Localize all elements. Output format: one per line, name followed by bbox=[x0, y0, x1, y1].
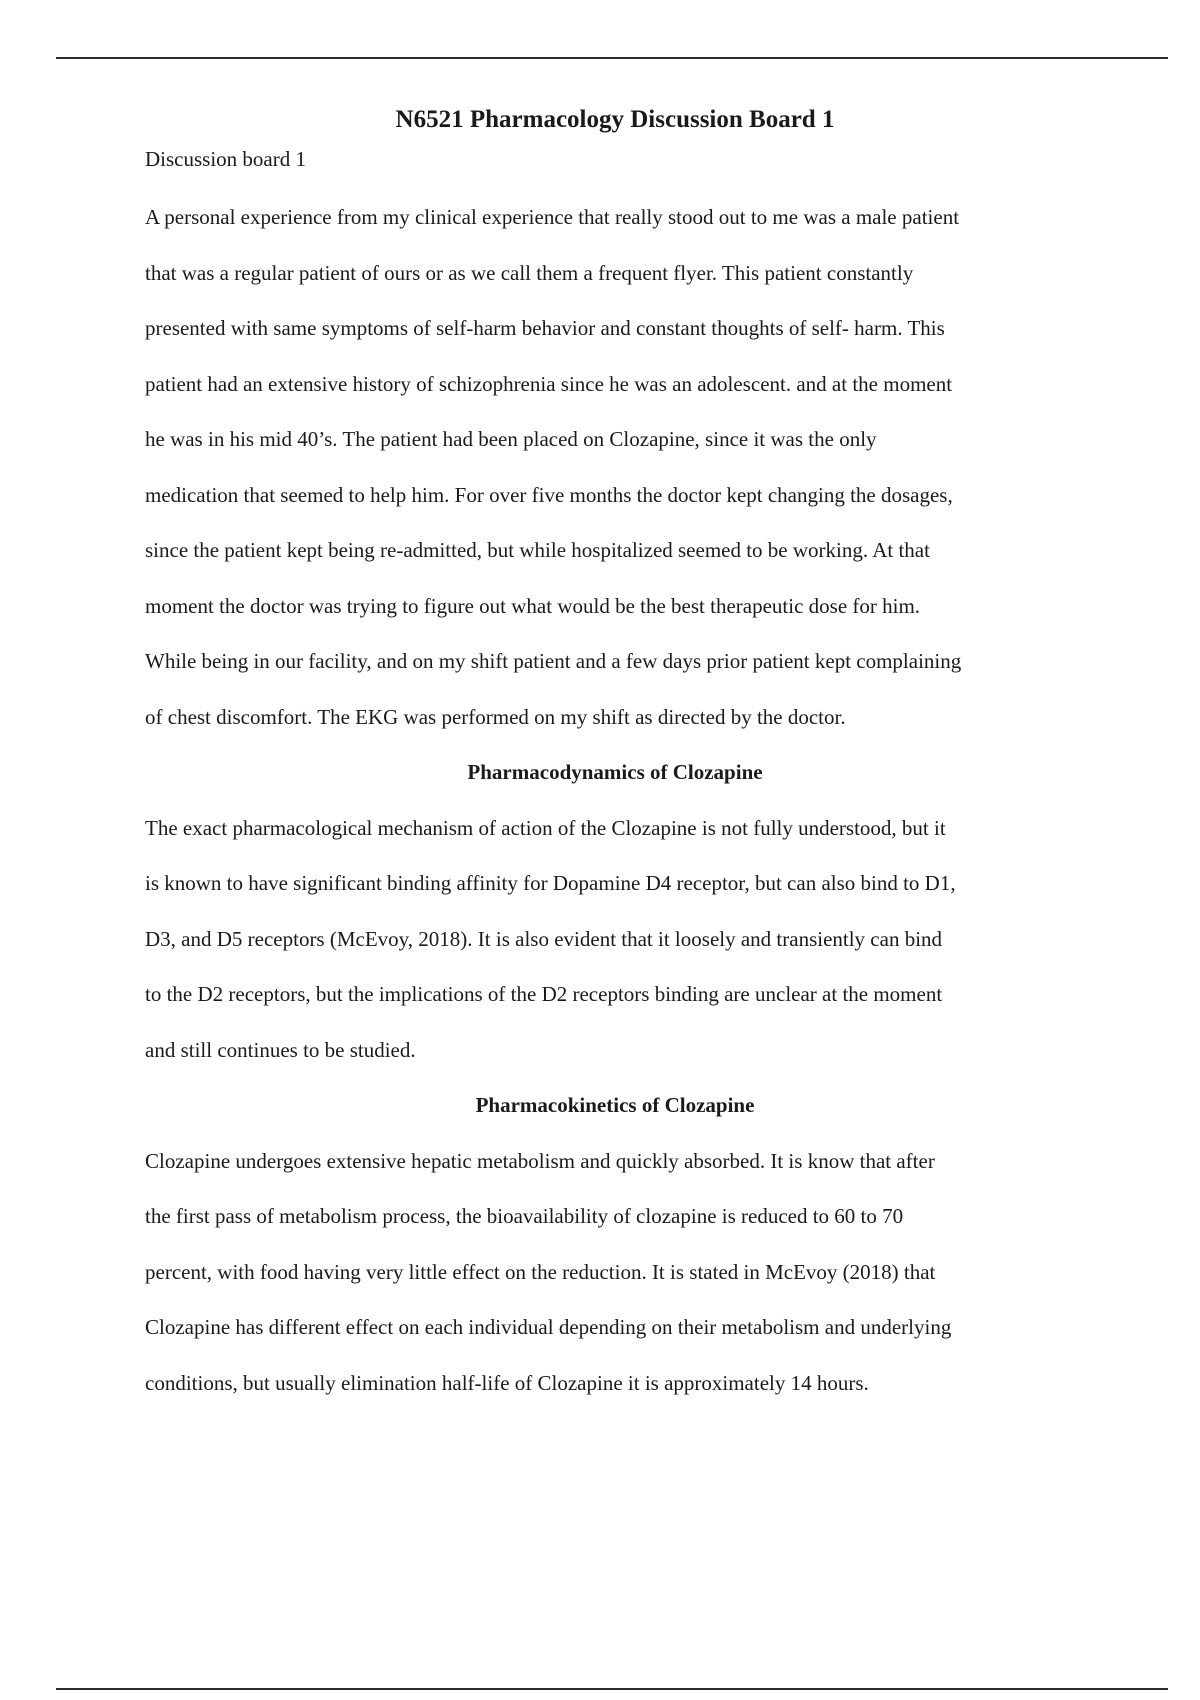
text-line: The exact pharmacological mechanism of action of the Clozapine is not fully understood, but it bbox=[145, 815, 946, 840]
text-line: Clozapine has different effect on each individual depending on their metabolism and underlying bbox=[145, 1315, 952, 1339]
text-line: and still continues to be studied. bbox=[145, 1037, 416, 1062]
pharmacodynamics-paragraph bbox=[145, 801, 1085, 1079]
discussion-label: Discussion board 1 bbox=[145, 147, 306, 171]
top-divider bbox=[56, 57, 1168, 59]
text-line: medication that seemed to help him. For over five months the doctor kept changing the dosages, bbox=[145, 482, 953, 507]
text-line: While being in our facility, and on my shift patient and a few days prior patient kept complaining bbox=[145, 649, 962, 673]
pharmacokinetics-paragraph bbox=[145, 1134, 1085, 1412]
document-page bbox=[145, 98, 1085, 1411]
text-line: to the D2 receptors, but the implications of the D2 receptors binding are unclear at the moment bbox=[145, 982, 943, 1006]
document-title: N6521 Pharmacology Discussion Board 1 bbox=[395, 106, 835, 133]
spacer bbox=[145, 176, 1085, 190]
text-line: the first pass of metabolism process, the bioavailability of clozapine is reduced to 60 to 70 bbox=[145, 1204, 904, 1228]
intro-paragraph bbox=[145, 190, 1085, 745]
pharmacokinetics-heading: Pharmacokinetics of Clozapine bbox=[475, 1093, 755, 1117]
bottom-divider bbox=[56, 1688, 1168, 1690]
text-line: A personal experience from my clinical experience that really stood out to me was a male patient bbox=[145, 205, 960, 229]
text-line: since the patient kept being re-admitted, but while hospitalized seemed to be working. At that bbox=[145, 538, 930, 562]
text-line: of chest discomfort. The EKG was performed on my shift as directed by the doctor. bbox=[145, 704, 846, 729]
text-line: he was in his mid 40’s. The patient had been placed on Clozapine, since it was the only bbox=[145, 427, 877, 451]
text-line: Clozapine undergoes extensive hepatic metabolism and quickly absorbed. It is know that after bbox=[145, 1148, 935, 1173]
text-line: percent, with food having very little effect on the reduction. It is stated in McEvoy (2018) that bbox=[145, 1259, 936, 1284]
pharmacodynamics-heading: Pharmacodynamics of Clozapine bbox=[467, 760, 763, 784]
text-line: D3, and D5 receptors (McEvoy, 2018). It is also evident that it loosely and transiently can bind bbox=[145, 926, 943, 951]
text-line: moment the doctor was trying to figure out what would be the best therapeutic dose for him. bbox=[145, 593, 921, 618]
text-line: is known to have significant binding affinity for Dopamine D4 receptor, but can also bind to D1, bbox=[145, 871, 956, 895]
text-line: conditions, but usually elimination half-life of Clozapine it is approximately 14 hours. bbox=[145, 1370, 869, 1395]
text-line: patient had an extensive history of schizophrenia since he was an adolescent. and at the moment bbox=[145, 371, 953, 396]
text-line: that was a regular patient of ours or as we call them a frequent flyer. This patient constantly bbox=[145, 260, 914, 285]
text-line: presented with same symptoms of self-harm behavior and constant thoughts of self- harm. This bbox=[145, 316, 945, 340]
